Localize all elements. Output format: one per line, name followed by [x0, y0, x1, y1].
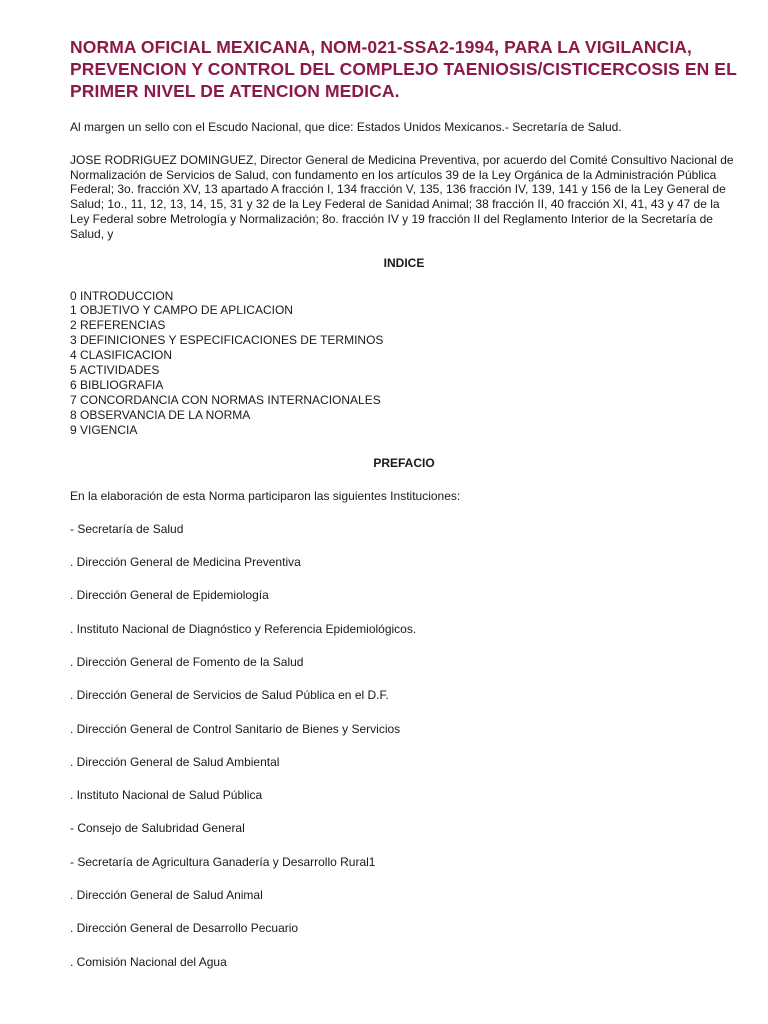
index-heading: INDICE: [383, 255, 425, 270]
institution-item: . Instituto Nacional de Salud Pública: [70, 788, 263, 803]
document-page: [70, 36, 738, 970]
institution-item: . Instituto Nacional de Diagnóstico y Referencia Epidemiológicos.: [70, 621, 417, 636]
institution-item: . Dirección General de Fomento de la Salud: [70, 654, 304, 669]
institution-item: . Comisión Nacional del Agua: [70, 954, 227, 969]
intro-paragraph: JOSE RODRIGUEZ DOMINGUEZ, Director General de Medicina Preventiva, por acuerdo del Comité Consultivo Nacional de Normalización de Servicios de Salud, con fundamento en los artículos 39 de la Ley Orgánica de la Administración Pública Federal; 3o. fracción XV, 13 apartado A fracción I, 134 fracción V, 135, 136 fracción IV, 139, 141 y 156 de la Ley General de Salud; 1o., 11, 12, 13, 14, 15, 31 y 32 de la Ley Federal de Sanidad Animal; 38 fracción II, 40 fracción XI, 41, 43 y 47 de la Ley Federal sobre Metrología y Normalización; 8o. fracción IV y 19 fracción II del Reglamento Interior de la Secretaría de Salud, y: [70, 152, 734, 241]
index-item: 9 VIGENCIA: [70, 422, 138, 437]
institution-item: . Dirección General de Servicios de Salud Pública en el D.F.: [70, 688, 389, 703]
institution-item: - Secretaría de Agricultura Ganadería y Desarrollo Rural1: [70, 854, 376, 869]
document-title: NORMA OFICIAL MEXICANA, NOM-021-SSA2-1994, PARA LA VIGILANCIA, PREVENCION Y CONTROL DEL COMPLEJO TAENIOSIS/CISTICERCOSIS EN EL PRIMER NIVEL DE ATENCION MEDICA.: [70, 37, 737, 101]
index-item: 1 OBJETIVO Y CAMPO DE APLICACION: [70, 303, 293, 318]
institution-item: . Dirección General de Salud Ambiental: [70, 754, 280, 769]
index-list: [70, 289, 738, 438]
index-item: 3 DEFINICIONES Y ESPECIFICACIONES DE TERMINOS: [70, 333, 384, 348]
preface-heading: PREFACIO: [373, 455, 435, 470]
preface-intro: En la elaboración de esta Norma participaron las siguientes Instituciones:: [70, 488, 461, 503]
institution-item: . Dirección General de Medicina Preventiva: [70, 555, 301, 570]
institution-item: . Dirección General de Epidemiología: [70, 588, 269, 603]
institution-item: - Consejo de Salubridad General: [70, 821, 245, 836]
index-item: 4 CLASIFICACION: [70, 348, 173, 363]
institution-item: . Dirección General de Salud Animal: [70, 888, 263, 902]
index-item: 2 REFERENCIAS: [70, 318, 166, 333]
institution-item: - Secretaría de Salud: [70, 521, 184, 536]
index-item: 8 OBSERVANCIA DE LA NORMA: [70, 407, 251, 422]
institution-item: . Dirección General de Desarrollo Pecuario: [70, 921, 299, 936]
index-item: 5 ACTIVIDADES: [70, 363, 160, 378]
institution-list: [70, 522, 738, 970]
margin-note: Al margen un sello con el Escudo Nacional, que dice: Estados Unidos Mexicanos.- Secretaría de Salud.: [70, 120, 622, 134]
institution-item: . Dirección General de Control Sanitario de Bienes y Servicios: [70, 721, 401, 736]
index-item: 0 INTRODUCCION: [70, 288, 174, 303]
index-item: 6 BIBLIOGRAFIA: [70, 378, 164, 393]
index-item: 7 CONCORDANCIA CON NORMAS INTERNACIONALES: [70, 392, 381, 407]
